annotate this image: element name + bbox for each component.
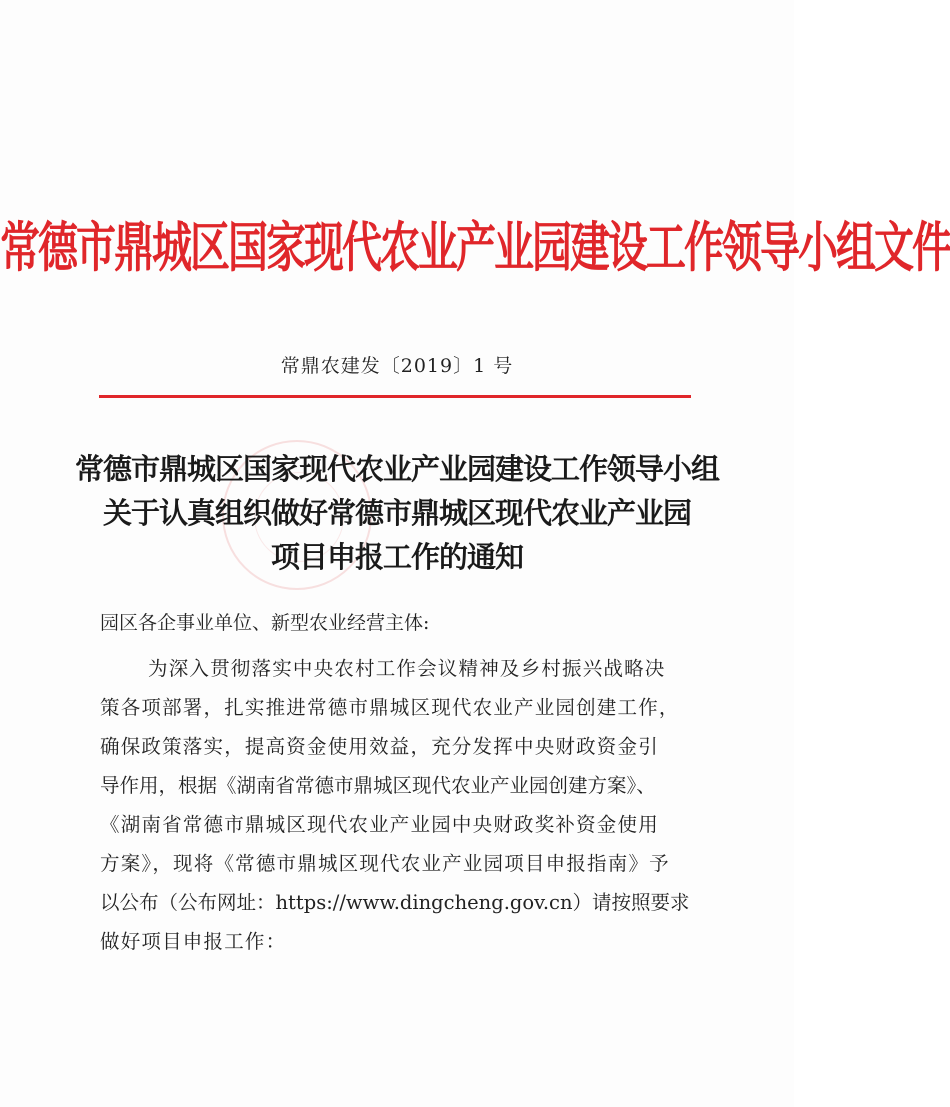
notice-title-line-1: 常德市鼎城区国家现代农业产业园建设工作领导小组 <box>74 452 719 486</box>
paragraph-line-8: 做好项目申报工作： <box>100 930 287 953</box>
notice-title-line-2: 关于认真组织做好常德市鼎城区现代农业产业园 <box>102 496 691 530</box>
red-divider-line <box>99 395 691 398</box>
notice-title <box>0 447 794 579</box>
paragraph-line-2: 策各项部署，扎实推进常德市鼎城区现代农业产业园创建工作， <box>100 696 680 719</box>
paragraph-line-4: 导作用，根据《湖南省常德市鼎城区现代农业产业园创建方案》、 <box>100 774 656 797</box>
document-header-title: 常德市鼎城区国家现代农业产业园建设工作领导小组文件 <box>0 215 950 280</box>
paragraph-line-1: 为深入贯彻落实中央农村工作会议精神及乡村振兴战略决 <box>148 657 666 680</box>
paragraph-line-3: 确保政策落实，提高资金使用效益，充分发挥中央财政资金引 <box>100 735 659 758</box>
paragraph-line-7: 以公布（公布网址：https://www.dingcheng.gov.cn）请按照要求 <box>100 891 690 914</box>
paragraph-line-5: 《湖南省常德市鼎城区现代农业产业园中央财政奖补资金使用 <box>100 813 659 836</box>
addressee: 园区各企事业单位、新型农业经营主体: <box>100 612 430 634</box>
document-number: 常鼎农建发〔2019〕1 号 <box>280 355 514 377</box>
paragraph-line-6: 方案》，现将《常德市鼎城区现代农业产业园项目申报指南》予 <box>100 852 670 875</box>
notice-title-line-3: 项目申报工作的通知 <box>270 540 523 574</box>
